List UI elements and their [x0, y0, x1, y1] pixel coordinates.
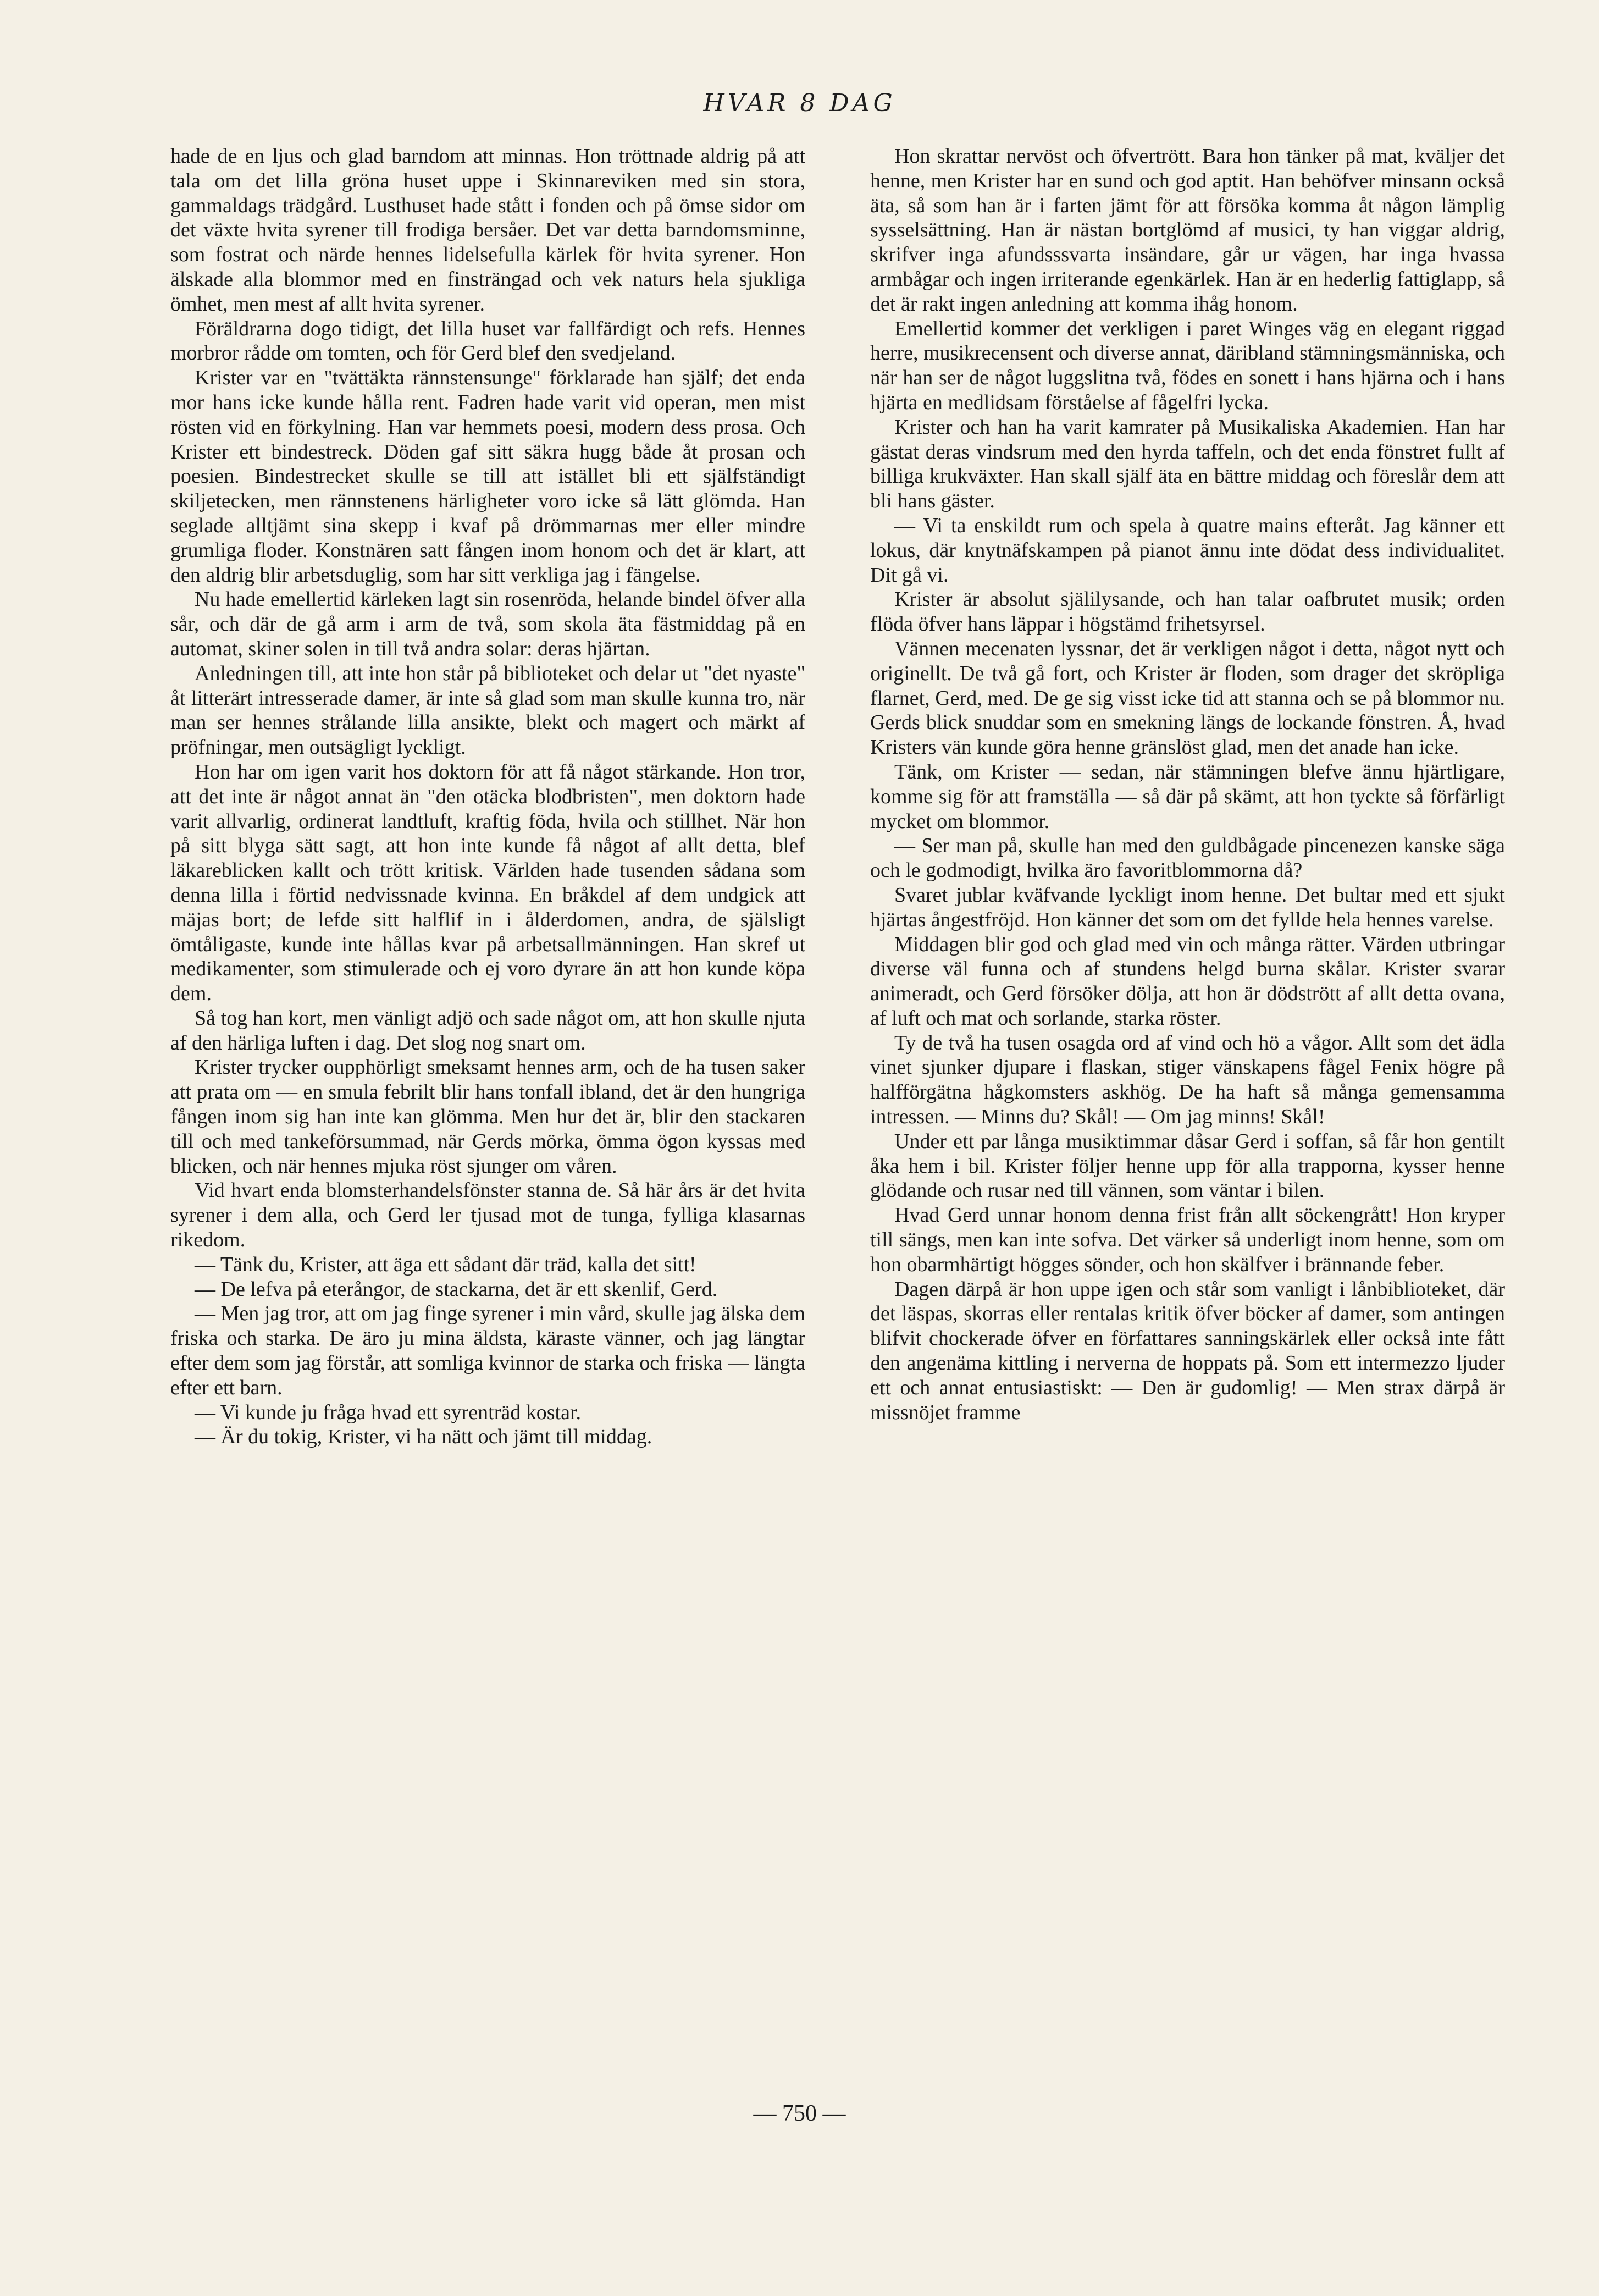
paragraph: Middagen blir god och glad med vin och många rätter. Värden utbringar diverse väl funna och af stundens helgd burna skålar. Krister svarar animeradt, och Gerd försöker dölja, att hon är dödstrött af allt detta ovana, af luft och mat och sorlande, starka röster. — [870, 932, 1505, 1030]
paragraph: Vid hvart enda blomsterhandelsfönster stanna de. Så här års är det hvita syrener i dem alla, och Gerd ler tjusad mot de tunga, fylliga klasarnas rikedom. — [170, 1179, 805, 1252]
paragraph: Under ett par långa musiktimmar dåsar Gerd i soffan, så får hon gentilt åka hem i bil. Krister följer henne upp för alla trapporna, kysser henne glödande och rusar ned till vännen, som väntar i bilen. — [870, 1129, 1505, 1202]
paragraph: Hvad Gerd unnar honom denna frist från allt söckengrått! Hon kryper till sängs, men kan inte sofva. Det värker så underligt inom henne, som om hon obarmhärtigt högges sönder, och hon skälfver i brännande feber. — [870, 1204, 1505, 1276]
paragraph: Ty de två ha tusen osagda ord af vind och hö a vågor. Allt som det ädla vinet sjunker djupare i flaskan, stiger vänskapens fågel Fenix högre på halfförgätna hågkomsters askhög. De ha haft så många gemensamma intressen. — Minns du? Skål! — Om jag minns! Skål! — [870, 1031, 1505, 1129]
paragraph: — De lefva på eterångor, de stackarna, det är ett skenlif, Gerd. — [195, 1277, 718, 1301]
running-head: HVAR 8 DAG — [703, 89, 896, 117]
paragraph: Emellertid kommer det verkligen i paret Winges väg en elegant riggad herre, musikrecensent och diverse annat, däribland stämningsmänniska, och när han ser de något luggslitna två, födes en sonett i hans hjärna och i hans hjärta en medlidsam förståelse af fågelfri lycka. — [870, 317, 1505, 414]
paragraph: Vännen mecenaten lyssnar, det är verkligen något i detta, något nytt och originellt. De två gå fort, och Krister är floden, som drager det skröpliga flarnet, Gerd, med. De ge sig visst icke tid att stanna och se på blommor nu. Gerds blick snuddar som en smekning längs de lockande fönstren. Å, hvad Kristers vän kunde göra henne gränslöst glad, men det anade han icke. — [870, 637, 1505, 759]
paragraph: Krister är absolut själilysande, och han talar oafbrutet musik; orden flöda öfver hans läppar i högstämd frihetsyrsel. — [870, 588, 1505, 636]
paragraph: hade de en ljus och glad barndom att minnas. Hon tröttnade aldrig på att tala om det lilla gröna huset uppe i Skinnareviken med sin stora, gammaldags trädgård. Lusthuset hade stått i fonden och på ömse sidor om det växte hvita syrener till frodiga bersåer. Det var detta barndomsminne, som fostrat och närde hennes lidelsefulla kärlek för hvita syrener. Hon älskade alla blommor med en finsträngad och vek naturs hela sjukliga ömhet, men mest af allt hvita syrener. — [170, 145, 805, 316]
paragraph: Svaret jublar kväfvande lyckligt inom henne. Det bultar med ett sjukt hjärtas ångestfröjd. Hon känner det som om det fyllde hela hennes varelse. — [870, 883, 1505, 931]
paragraph: Hon skrattar nervöst och öfvertrött. Bara hon tänker på mat, kväljer det henne, men Krister har en sund och god aptit. Han behöfver minsann också äta, så som han är i farten jämt för att försöka komma åt någon lämplig sysselsättning. Han är nästan bortglömd af musici, ty han viggar aldrig, skrifver inga afundsssvarta insändare, går ur vägen, har inga hvassa armbågar och ingen irriterande egenkärlek. Han är en hederlig fattiglapp, så det är rakt ingen anledning att komma ihåg honom. — [870, 145, 1505, 316]
paragraph: Så tog han kort, men vänligt adjö och sade något om, att hon skulle njuta af den härliga luften i dag. Det slog nog snart om. — [170, 1006, 805, 1055]
paragraph: Hon har om igen varit hos doktorn för att få något stärkande. Hon tror, att det inte är något annat än "den otäcka blodbristen", men doktorn hade varit allvarlig, ordinerat landtluft, kraftig föda, hvila och stillhet. När hon på sitt blyga sätt sagt, att hon inte kunde få något af allt detta, blef läkareblicken kallt och trött kritisk. Världen hade tusenden sådana som denna lilla i förtid nedvissnade kvinna. En bråkdel af dem undgick att mäjas bort; de lefde sitt halflif in i ålderdomen, andra, de själsligt ömtåligaste, kunde inte hållas kvar på arbetsallmänningen. Han skref ut medikamenter, som stimulerade och ej voro dyrare än att hon kunde köpa dem. — [170, 760, 805, 1006]
page-number: — 750 — — [753, 2101, 846, 2126]
paragraph: Anledningen till, att inte hon står på biblioteket och delar ut "det nyaste" åt litterärt intresserade damer, är inte så glad som man skulle kunna tro, när man ser hennes strålande lilla ansikte, blekt och magert och märkt af pröfningar, men outsägligt lyckligt. — [170, 661, 805, 759]
paragraph: — Tänk du, Krister, att äga ett sådant där träd, kalla det sitt! — [195, 1252, 696, 1276]
paragraph: Krister och han ha varit kamrater på Musikaliska Akademien. Han har gästat deras vindsrum med den hyrda taffeln, och det enda fönstret fullt af billiga krukväxter. Han skall själf äta en bättre middag och föreslår dem att bli hans gäster. — [870, 415, 1505, 513]
paragraph: Tänk, om Krister — sedan, när stämningen blefve ännu hjärtligare, komme sig för att framställa — så där på skämt, att hon tyckte så förfärligt mycket om blommor. — [870, 760, 1505, 833]
paragraph: Dagen därpå är hon uppe igen och står som vanligt i lånbiblioteket, där det läspas, skorras eller rentalas kritik öfver böcker af damer, som antingen blifvit chockerade öfver en författares sanningskärlek eller också inte fått den angenäma kittling i nerverna de hoppats på. Som ett intermezzo ljuder ett och annat entusiastiskt: — Den är gudomlig! — Men strax därpå är missnöjet framme — [870, 1277, 1505, 1424]
paragraph: — Vi ta enskildt rum och spela à quatre mains efteråt. Jag känner ett lokus, där knytnäfskampen på pianot ännu inte dödat dess individualitet. Dit gå vi. — [870, 514, 1505, 587]
right-column — [870, 144, 1505, 2079]
paragraph: Krister trycker oupphörligt smeksamt hennes arm, och de ha tusen saker att prata om — en smula febrilt blir hans tonfall ibland, det är den hungriga fången inom sig han inte kan glömma. Men hur det är, blir den stackaren till och med tankeförsummad, när Gerds mörka, ömma ögon kyssas med blicken, och när hennes mjuka röst sjunger om våren. — [170, 1056, 805, 1178]
paragraph: — Men jag tror, att om jag finge syrener i min vård, skulle jag älska dem friska och starka. De äro ju mina äldsta, käraste vänner, och jag längtar efter dem som jag förstår, att somliga kvinnor de starka och friska — längta efter ett barn. — [170, 1302, 805, 1399]
paragraph: — Vi kunde ju fråga hvad ett syrenträd kostar. — [195, 1400, 581, 1424]
left-column — [170, 144, 805, 2079]
paragraph: — Ser man på, skulle han med den guldbågade pincenezen kanske säga och le godmodigt, hvilka äro favoritblommorna då? — [870, 834, 1505, 882]
paragraph: Krister var en "tvättäkta rännstensunge" förklarade han själf; det enda mor hans icke kunde hålla rent. Fadren hade varit vid operan, men mist rösten vid en förkylning. Han var hemmets poesi, modern dess prosa. Och Krister ett bindestreck. Döden gaf sitt säkra hugg både åt prosan och poesien. Bindestrecket skulle se till att istället bli ett själfständigt skiljetecken, men rännstenens härligheter voro icke så lätt glömda. Han seglade alltjämt sina skepp i kvaf på drömmarnas mer eller mindre grumliga floder. Konstnären satt fången inom honom och det är klart, att den aldrig blir arbetsduglig, som har sitt verkliga jag i fängelse. — [170, 366, 805, 587]
paragraph: Föräldrarna dogo tidigt, det lilla huset var fallfärdigt och refs. Hennes morbror rådde om tomten, och för Gerd blef den svedjeland. — [170, 317, 805, 365]
paragraph: Nu hade emellertid kärleken lagt sin rosenröda, helande bindel öfver alla sår, och där de gå arm i arm de två, som skola äta fästmiddag på en automat, skiner solen in till två andra solar: deras hjärtan. — [170, 588, 805, 660]
paragraph: — Är du tokig, Krister, vi ha nätt och jämt till middag. — [195, 1425, 652, 1449]
